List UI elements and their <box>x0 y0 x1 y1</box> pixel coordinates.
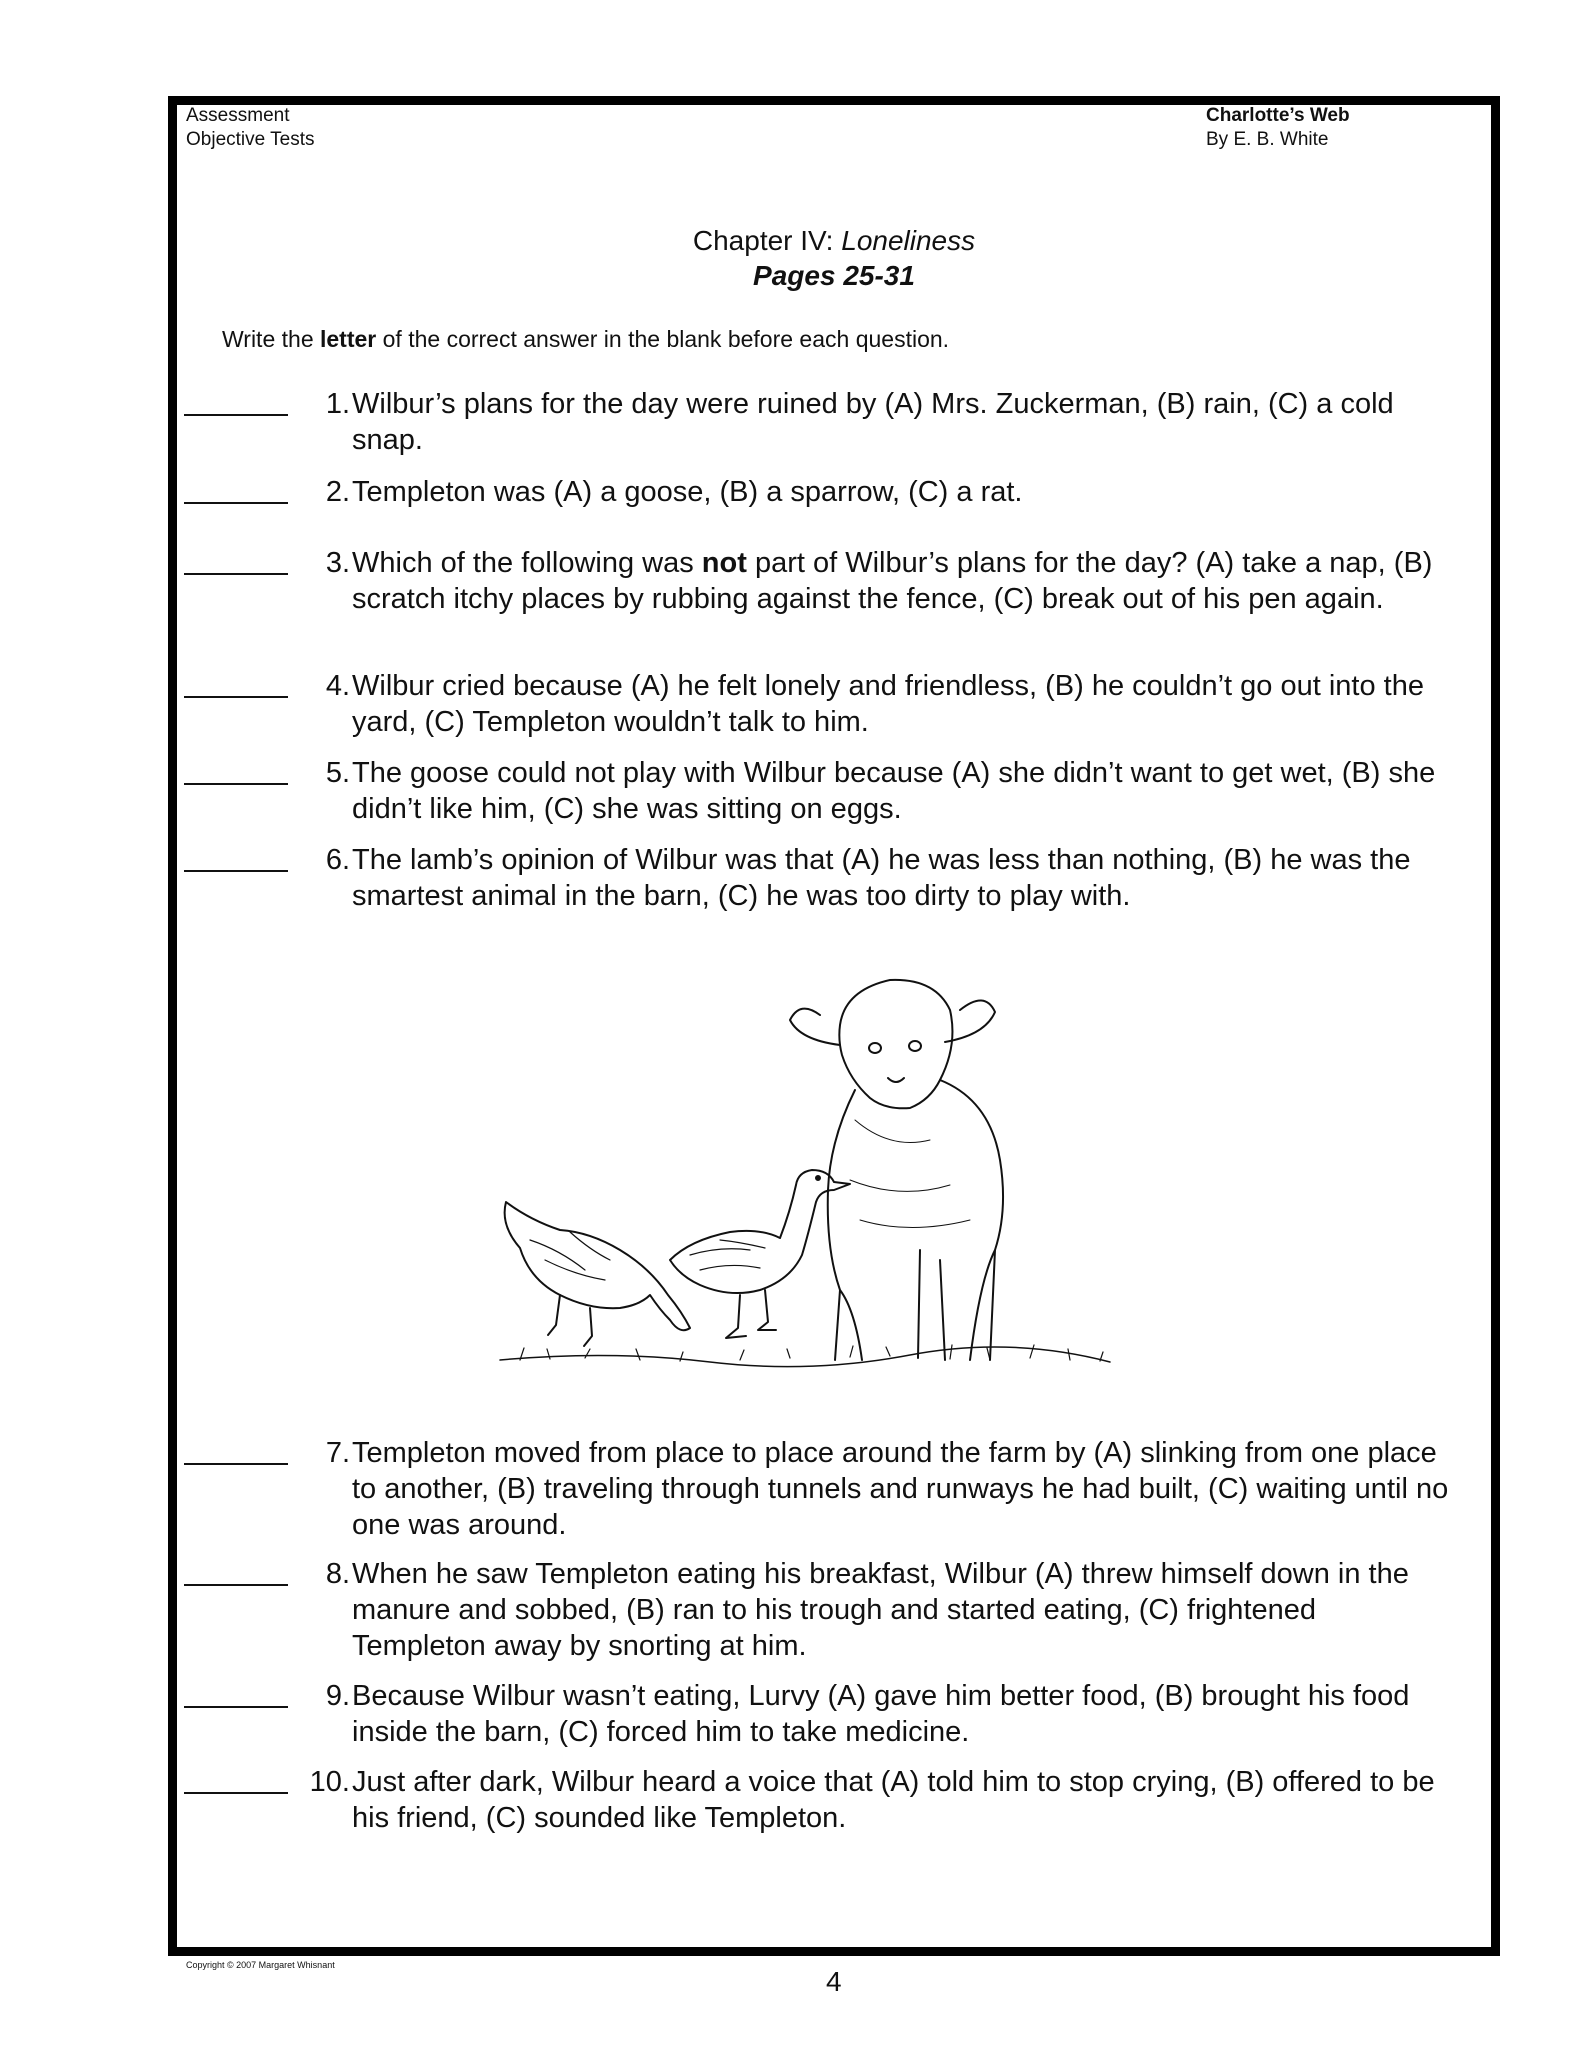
answer-blank[interactable] <box>184 1678 288 1708</box>
question-7 <box>184 1435 1454 1543</box>
header-left <box>186 104 314 152</box>
question-number: 2. <box>325 476 350 508</box>
question-number: 3. <box>325 547 350 579</box>
answer-blank[interactable] <box>184 1764 288 1794</box>
answer-blank[interactable] <box>184 842 288 872</box>
instructions <box>222 324 949 354</box>
instructions-text-end: of the correct answer in the blank before each question. <box>382 326 950 352</box>
header-objective-tests: Objective Tests <box>186 129 315 150</box>
question-text: Because Wilbur wasn’t eating, Lurvy (A) gave him better food, (B) brought his food inside the barn, (C) forced him to take medicine. <box>352 1680 1410 1748</box>
answer-blank[interactable] <box>184 1435 288 1465</box>
question-6 <box>184 842 1454 914</box>
question-text: Wilbur’s plans for the day were ruined by (A) Mrs. Zuckerman, (B) rain, (C) a cold snap. <box>352 388 1394 456</box>
book-title: Charlotte’s Web <box>1206 105 1350 126</box>
question-4 <box>184 668 1454 740</box>
question-text-start: Which of the following was <box>352 547 694 579</box>
chapter-title <box>168 223 1500 259</box>
answer-blank[interactable] <box>184 545 288 575</box>
question-2 <box>184 474 1454 510</box>
answer-blank[interactable] <box>184 668 288 698</box>
question-number: 4. <box>325 670 350 702</box>
question-number: 1. <box>325 388 350 420</box>
answer-blank[interactable] <box>184 1556 288 1586</box>
question-number: 5. <box>325 757 350 789</box>
chapter-pages: Pages 25-31 <box>753 260 915 291</box>
question-text: Templeton was (A) a goose, (B) a sparrow, (C) a rat. <box>352 476 1023 508</box>
header-right <box>1206 104 1350 152</box>
answer-blank[interactable] <box>184 386 288 416</box>
question-number: 7. <box>325 1437 350 1469</box>
question-1 <box>184 386 1454 458</box>
question-text: Wilbur cried because (A) he felt lonely and friendless, (B) he couldn’t go out into the yard, (C) Templeton wouldn’t talk to him. <box>352 670 1424 738</box>
question-text: When he saw Templeton eating his breakfast, Wilbur (A) threw himself down in the manure and sobbed, (B) ran to his trough and started eating, (C) frightened Templeton away by snorting at him. <box>352 1558 1409 1662</box>
instructions-text: Write the <box>222 326 314 352</box>
question-number: 10. <box>309 1766 350 1798</box>
chapter-prefix: Chapter IV: <box>692 225 834 256</box>
answer-blank[interactable] <box>184 474 288 504</box>
question-text: The lamb’s opinion of Wilbur was that (A) he was less than nothing, (B) he was the smartest animal in the barn, (C) he was too dirty to play with. <box>352 844 1411 912</box>
question-8 <box>184 1556 1454 1664</box>
answer-blank[interactable] <box>184 755 288 785</box>
question-number: 8. <box>325 1558 350 1590</box>
question-9 <box>184 1678 1454 1750</box>
question-number: 6. <box>325 844 350 876</box>
page-number: 4 <box>826 1966 842 1997</box>
question-text: Templeton moved from place to place around the farm by (A) slinking from one place to another, (B) traveling through tunnels and runways he had built, (C) waiting until no one was around. <box>352 1437 1449 1541</box>
question-text: Just after dark, Wilbur heard a voice that (A) told him to stop crying, (B) offered to be his friend, (C) sounded like Templeton. <box>352 1766 1435 1834</box>
instructions-bold: letter <box>320 326 377 352</box>
header-assessment: Assessment <box>186 105 290 126</box>
question-10 <box>184 1764 1454 1836</box>
copyright-notice: Copyright © 2007 Margaret Whisnant <box>186 1960 335 1970</box>
question-text-bold: not <box>701 547 747 579</box>
question-5 <box>184 755 1454 827</box>
chapter-name: Loneliness <box>841 225 976 256</box>
question-number: 9. <box>325 1680 350 1712</box>
question-3 <box>184 545 1454 617</box>
question-text: The goose could not play with Wilbur because (A) she didn’t want to get wet, (B) she didn’t like him, (C) she was sitting on eggs. <box>352 757 1436 825</box>
lamb-and-geese-illustration <box>490 950 1130 1400</box>
question-text-end: part of Wilbur’s plans for the day? (A) take a nap, (B) scratch itchy places by rubbing against the fence, (C) break out of his pen again. <box>352 547 1433 615</box>
question-text <box>352 545 1454 617</box>
book-author: By E. B. White <box>1206 129 1329 150</box>
